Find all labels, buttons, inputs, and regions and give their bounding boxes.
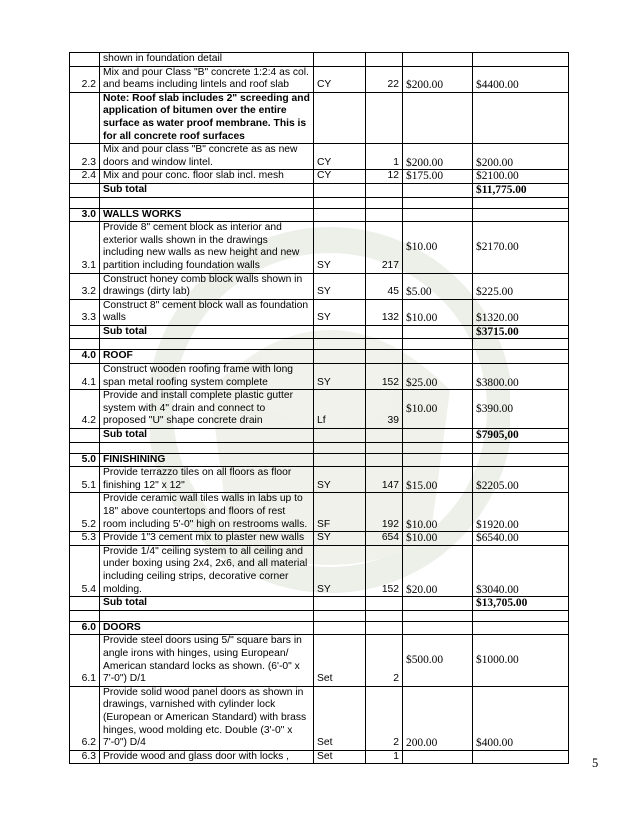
table-row — [70, 532, 569, 546]
table-row — [70, 144, 569, 170]
bill-of-quantities-table — [69, 52, 569, 764]
item-description: Mix and pour Class "B" concrete 1:2:4 as col. and beams including lintels and roof slab — [100, 66, 314, 92]
item-rate — [403, 53, 473, 67]
item-amount: $390.00 — [473, 390, 569, 429]
table-row — [70, 92, 569, 143]
subtotal-amount: $11,775.00 — [473, 183, 569, 197]
item-description: shown in foundation detail — [100, 53, 314, 67]
item-unit: SF — [314, 493, 366, 532]
subtotal-amount: $13,705.00 — [473, 597, 569, 611]
item-rate: $500.00 — [403, 635, 473, 686]
item-unit: SY — [314, 299, 366, 325]
item-amount: $1000.00 — [473, 635, 569, 686]
item-quantity — [366, 597, 403, 611]
item-amount: $2170.00 — [473, 222, 569, 273]
item-unit: SY — [314, 364, 366, 390]
item-rate — [403, 597, 473, 611]
item-unit: SY — [314, 273, 366, 299]
table-row — [70, 170, 569, 184]
table-row — [70, 686, 569, 750]
subtotal-amount: $7905,00 — [473, 429, 569, 443]
table-row — [70, 364, 569, 390]
item-unit: CY — [314, 66, 366, 92]
item-amount — [473, 53, 569, 67]
item-amount: $3800.00 — [473, 364, 569, 390]
item-unit — [314, 597, 366, 611]
item-quantity: 132 — [366, 299, 403, 325]
item-rate: $10.00 — [403, 222, 473, 273]
table-row — [70, 635, 569, 686]
item-quantity — [366, 208, 403, 222]
subtotal-row — [70, 183, 569, 197]
item-description: Provide 1/4" ceiling system to all ceiling and under boxing using 2x4, 2x6, and all material including ceiling strips, decorative corner molding. — [100, 545, 314, 596]
table-row — [70, 273, 569, 299]
item-amount: $1920.00 — [473, 493, 569, 532]
section-title: DOORS — [100, 621, 314, 635]
item-quantity — [366, 453, 403, 467]
item-quantity: 217 — [366, 222, 403, 273]
item-rate: $5.00 — [403, 273, 473, 299]
item-description: Provide ceramic wall tiles walls in labs up to 18" above countertops and floors of rest room including 5'-0" high on restrooms walls. — [100, 493, 314, 532]
item-quantity: 654 — [366, 532, 403, 546]
table-row — [70, 53, 569, 67]
item-number: 4.1 — [70, 364, 100, 390]
item-quantity: 152 — [366, 545, 403, 596]
item-amount: $200.00 — [473, 144, 569, 170]
item-unit — [314, 325, 366, 339]
item-number — [70, 53, 100, 67]
item-number: 3.1 — [70, 222, 100, 273]
item-rate — [403, 92, 473, 143]
item-number: 2.3 — [70, 144, 100, 170]
table-row — [70, 390, 569, 429]
item-rate: $175.00 — [403, 170, 473, 184]
item-quantity — [366, 53, 403, 67]
item-description: Provide 1"3 cement mix to plaster new walls — [100, 532, 314, 546]
item-number: 2.2 — [70, 66, 100, 92]
item-description: Sub total — [100, 183, 314, 197]
item-unit — [314, 208, 366, 222]
item-quantity: 152 — [366, 364, 403, 390]
item-number: 3.2 — [70, 273, 100, 299]
table-row — [70, 222, 569, 273]
subtotal-amount: $3715.00 — [473, 325, 569, 339]
item-rate: $25.00 — [403, 364, 473, 390]
item-number — [70, 183, 100, 197]
subtotal-row — [70, 597, 569, 611]
item-unit: SY — [314, 467, 366, 493]
table-row — [70, 545, 569, 596]
item-quantity: 12 — [366, 170, 403, 184]
item-amount — [473, 350, 569, 364]
item-description: Provide and install complete plastic gutter system with 4" drain and connect to proposed "U" shape concrete drain — [100, 390, 314, 429]
item-quantity: 192 — [366, 493, 403, 532]
item-number: 6.3 — [70, 750, 100, 764]
item-unit — [314, 53, 366, 67]
item-quantity: 2 — [366, 635, 403, 686]
section-number: 5.0 — [70, 453, 100, 467]
table-row — [70, 750, 569, 764]
item-unit: SY — [314, 532, 366, 546]
item-description: Provide steel doors using 5/" square bars in angle irons with hinges, using European/ American standard locks as shown. (6'-0" x 7'-0") D/1 — [100, 635, 314, 686]
item-rate: 200.00 — [403, 686, 473, 750]
item-number — [70, 92, 100, 143]
item-number: 5.3 — [70, 532, 100, 546]
item-rate — [403, 325, 473, 339]
item-unit: Set — [314, 686, 366, 750]
item-number — [70, 597, 100, 611]
section-title: FINISHINING — [100, 453, 314, 467]
item-quantity — [366, 92, 403, 143]
item-description: Provide terrazzo tiles on all floors as floor finishing 12" x 12" — [100, 467, 314, 493]
item-amount — [473, 750, 569, 764]
item-unit — [314, 92, 366, 143]
section-title: ROOF — [100, 350, 314, 364]
item-rate: $200.00 — [403, 66, 473, 92]
item-unit — [314, 350, 366, 364]
item-quantity: 1 — [366, 750, 403, 764]
section-heading-row — [70, 453, 569, 467]
item-quantity: 147 — [366, 467, 403, 493]
table-row — [70, 467, 569, 493]
item-unit: SY — [314, 222, 366, 273]
item-quantity — [366, 350, 403, 364]
subtotal-row — [70, 325, 569, 339]
item-unit — [314, 429, 366, 443]
item-rate — [403, 429, 473, 443]
item-description: Sub total — [100, 597, 314, 611]
item-amount — [473, 208, 569, 222]
item-rate — [403, 453, 473, 467]
item-amount: $6540.00 — [473, 532, 569, 546]
item-number — [70, 325, 100, 339]
item-amount: $225.00 — [473, 273, 569, 299]
item-unit: Set — [314, 635, 366, 686]
item-number: 6.1 — [70, 635, 100, 686]
section-number: 6.0 — [70, 621, 100, 635]
item-rate — [403, 621, 473, 635]
item-amount: $2205.00 — [473, 467, 569, 493]
item-quantity: 39 — [366, 390, 403, 429]
item-rate — [403, 183, 473, 197]
item-number: 6.2 — [70, 686, 100, 750]
item-number: 2.4 — [70, 170, 100, 184]
spacer-row — [70, 610, 569, 621]
item-number — [70, 429, 100, 443]
page-number: 5 — [592, 756, 599, 770]
item-quantity — [366, 429, 403, 443]
item-rate: $10.00 — [403, 493, 473, 532]
item-unit — [314, 621, 366, 635]
item-description: Provide 8" cement block as interior and exterior walls shown in the drawings including new walls as new height and new partition including foundation walls — [100, 222, 314, 273]
item-description: Mix and pour conc. floor slab incl. mesh — [100, 170, 314, 184]
item-rate — [403, 208, 473, 222]
item-quantity — [366, 325, 403, 339]
item-number: 5.1 — [70, 467, 100, 493]
item-rate: $10.00 — [403, 532, 473, 546]
item-rate: $15.00 — [403, 467, 473, 493]
item-description: Sub total — [100, 429, 314, 443]
table-row — [70, 299, 569, 325]
table-row — [70, 66, 569, 92]
item-rate: $200.00 — [403, 144, 473, 170]
item-unit: Lf — [314, 390, 366, 429]
item-description: Provide wood and glass door with locks , — [100, 750, 314, 764]
item-quantity: 2 — [366, 686, 403, 750]
item-quantity: 22 — [366, 66, 403, 92]
section-title: WALLS WORKS — [100, 208, 314, 222]
section-heading-row — [70, 621, 569, 635]
spacer-row — [70, 339, 569, 350]
item-unit: SY — [314, 545, 366, 596]
item-quantity: 1 — [366, 144, 403, 170]
item-unit: CY — [314, 170, 366, 184]
item-rate: $20.00 — [403, 545, 473, 596]
item-amount: $1320.00 — [473, 299, 569, 325]
item-rate — [403, 750, 473, 764]
item-description: Provide solid wood panel doors as shown in drawings, varnished with cylinder lock (European or American Standard) with brass hinges, wood molding etc. Double (3'-0" x 7'-0") D/4 — [100, 686, 314, 750]
spacer-row — [70, 197, 569, 208]
section-heading-row — [70, 208, 569, 222]
spacer-row — [70, 442, 569, 453]
subtotal-row — [70, 429, 569, 443]
item-rate — [403, 350, 473, 364]
item-number: 3.3 — [70, 299, 100, 325]
item-rate: $10.00 — [403, 299, 473, 325]
item-amount: $2100.00 — [473, 170, 569, 184]
item-amount — [473, 453, 569, 467]
table-row — [70, 493, 569, 532]
item-number: 4.2 — [70, 390, 100, 429]
item-unit: Set — [314, 750, 366, 764]
item-unit — [314, 183, 366, 197]
item-number: 5.4 — [70, 545, 100, 596]
item-description: Construct honey comb block walls shown in drawings (dirty lab) — [100, 273, 314, 299]
item-amount: $4400.00 — [473, 66, 569, 92]
item-description: Construct 8" cement block wall as foundation walls — [100, 299, 314, 325]
item-description: Sub total — [100, 325, 314, 339]
item-unit — [314, 453, 366, 467]
item-amount: $400.00 — [473, 686, 569, 750]
section-heading-row — [70, 350, 569, 364]
item-amount — [473, 621, 569, 635]
item-quantity — [366, 621, 403, 635]
item-description: Mix and pour class "B" concrete as as new doors and window lintel. — [100, 144, 314, 170]
item-rate: $10.00 — [403, 390, 473, 429]
item-number: 5.2 — [70, 493, 100, 532]
item-quantity: 45 — [366, 273, 403, 299]
item-description: Note: Roof slab includes 2" screeding and application of bitumen over the entire surface as water proof membrane. This is for all concrete roof surfaces — [100, 92, 314, 143]
section-number: 4.0 — [70, 350, 100, 364]
item-description: Construct wooden roofing frame with long span metal roofing system complete — [100, 364, 314, 390]
item-amount — [473, 92, 569, 143]
section-number: 3.0 — [70, 208, 100, 222]
item-amount: $3040.00 — [473, 545, 569, 596]
item-quantity — [366, 183, 403, 197]
item-unit: CY — [314, 144, 366, 170]
